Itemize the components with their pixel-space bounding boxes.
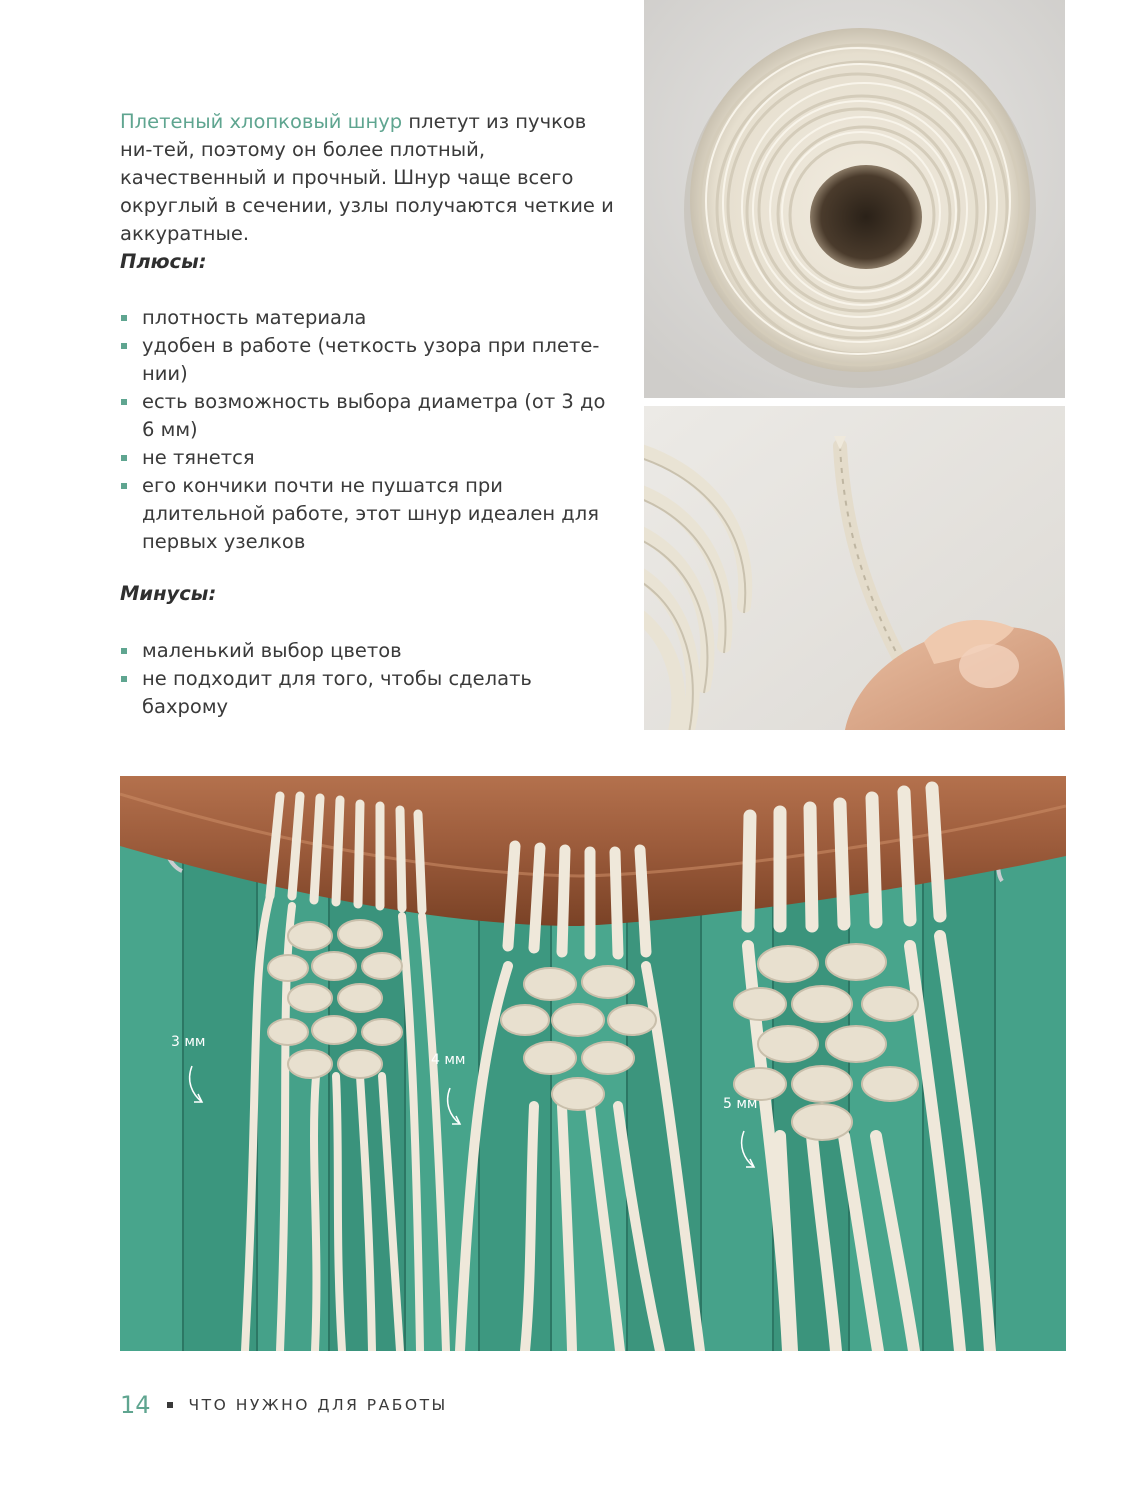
pros-heading: Плюсы: [120, 250, 207, 273]
section-title: ЧТО НУЖНО ДЛЯ РАБОТЫ [188, 1396, 448, 1414]
cons-heading: Минусы: [120, 582, 217, 605]
diameter-label-5mm: 5 мм [723, 1096, 758, 1112]
list-item: удобен в работе (четкость узора при плете-нии) [120, 332, 620, 388]
list-item: маленький выбор цветов [120, 637, 620, 665]
diameter-label-4mm: 4 мм [431, 1052, 466, 1068]
diameter-label-3mm: 3 мм [171, 1034, 206, 1050]
macrame-samples-photo [120, 776, 1066, 1351]
intro-term: Плетеный хлопковый шнур [120, 110, 403, 133]
list-item: не тянется [120, 444, 620, 472]
list-item: плотность материала [120, 304, 620, 332]
list-item: его кончики почти не пушатся при длительной работе, этот шнур идеален для первых узелков [120, 472, 620, 556]
cord-spool-photo [644, 0, 1065, 398]
pros-list [120, 304, 620, 556]
intro-paragraph [120, 108, 620, 248]
intro-text: плетут из пучков ни-тей, поэтому он более плотный, качественный и прочный. Шнур чаще всего округлый в сечении, узлы получаются четкие и аккуратные. [120, 110, 614, 245]
footer-separator [167, 1402, 173, 1408]
cord-in-hand-photo [644, 406, 1065, 730]
list-item: есть возможность выбора диаметра (от 3 до 6 мм) [120, 388, 620, 444]
cons-list [120, 637, 620, 721]
page-footer [120, 1388, 448, 1422]
page-number: 14 [120, 1391, 151, 1419]
list-item: не подходит для того, чтобы сделать бахрому [120, 665, 620, 721]
